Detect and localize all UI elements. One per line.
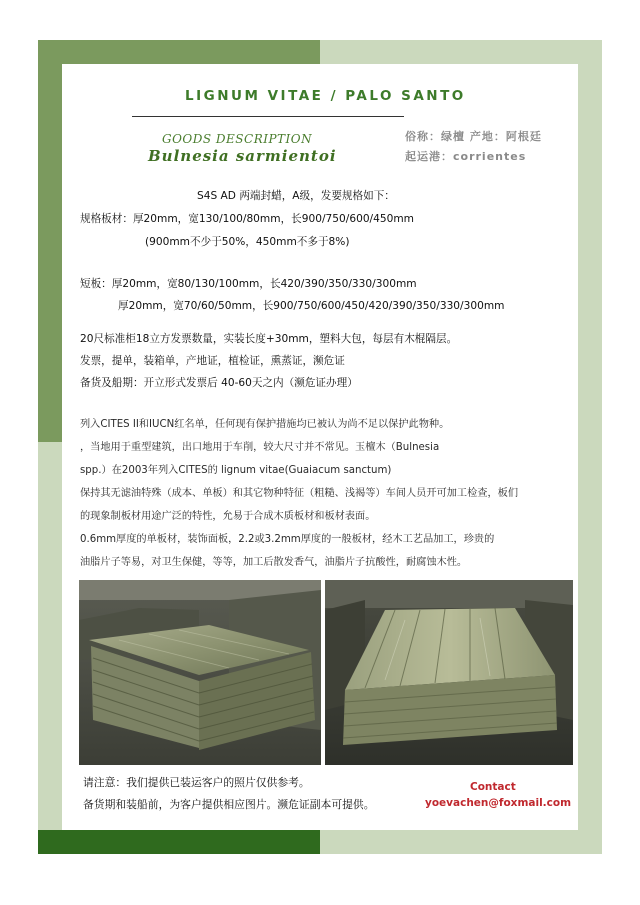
shipping-line-1: 20尺标准柜18立方发票数量，实装长度+30mm，塑料大包，每层有木棍隔层。 xyxy=(80,333,458,345)
description-line: 保持其无滤油特殊（成本、单板）和其它物种特征（粗糙、浅褐等）车间人员开可加工检查，板们 xyxy=(80,488,519,499)
description-line: 油脂片子等易，对卫生保健，等等，加工后散发香气，油脂片子抗酸性，耐腐蚀木性。 xyxy=(80,557,468,568)
lumber-stack-image xyxy=(79,580,321,765)
warehouse-photo-right xyxy=(325,580,573,765)
frame-top-right-bar xyxy=(320,40,602,65)
spec-short-1: 短板：厚20mm，宽80/130/100mm，长420/390/350/330/300mm xyxy=(80,278,417,290)
frame-bottom-left-bar xyxy=(38,830,320,854)
page-title: LIGNUM VITAE / PALO SANTO xyxy=(185,88,466,104)
spec-board-note: (900mm不少于50%，450mm不多于8%) xyxy=(145,236,350,248)
lumber-bundle-image xyxy=(325,580,573,765)
warehouse-photo-left xyxy=(79,580,321,765)
departure-port: 起运港：corrientes xyxy=(405,150,527,163)
description-line: 列入CITES II和IUCN红名单，任何现有保护措施均已被认为尚不足以保护此物种。 xyxy=(80,419,450,430)
title-divider xyxy=(132,116,404,117)
species-name: Bulnesia sarmientoi xyxy=(148,147,337,165)
description-paragraph xyxy=(80,413,572,574)
description-line: 0.6mm厚度的单板材，装饰面板，2.2或3.2mm厚度的一般板材，经木工艺品加工，珍贵的 xyxy=(80,534,495,545)
frame-left-top-bar xyxy=(38,40,62,442)
frame-bottom-right-bar xyxy=(320,830,602,854)
frame-right-bottom-bar xyxy=(578,442,602,854)
contact-label: Contact xyxy=(470,781,516,793)
frame-right-top-bar xyxy=(578,40,602,442)
goods-description-label: GOODS DESCRIPTION xyxy=(162,132,313,146)
contact-email-link[interactable]: yoevachen@foxmail.com xyxy=(425,797,572,809)
certificate-note: 备货期和装船前，为客户提供相应图片。濒危证副本可提供。 xyxy=(83,798,375,811)
spec-short-2: 厚20mm，宽70/60/50mm，长900/750/600/450/420/390/350/330/300mm xyxy=(118,300,505,312)
shipping-line-2: 发票，提单，装箱单，产地证，植检证，熏蒸证，濒危证 xyxy=(80,355,345,367)
frame-top-left-bar xyxy=(38,40,320,65)
description-line: ，当地用于重型建筑，出口地用于车削，较大尺寸并不常见。玉檀木（Bulnesia xyxy=(80,442,440,453)
spec-intro: S4S AD 两端封蜡，A级，发要规格如下： xyxy=(197,190,395,202)
shipping-line-3: 备货及船期：开立形式发票后 40-60天之内（濒危证办理） xyxy=(80,377,358,389)
frame-left-bottom-bar xyxy=(38,442,62,854)
description-line: 的现象制板材用途广泛的特性，允易于合成木质板材和板材表面。 xyxy=(80,511,376,522)
description-line: spp.）在2003年列入CITES的 lignum vitae(Guaiacum sanctum) xyxy=(80,465,392,476)
spec-board: 规格板材：厚20mm，宽130/100/80mm，长900/750/600/450mm xyxy=(80,213,414,225)
photo-disclaimer: 请注意：我们提供已装运客户的照片仅供参考。 xyxy=(83,776,310,789)
common-name-origin: 俗称：绿檀 产地：阿根廷 xyxy=(405,130,542,143)
